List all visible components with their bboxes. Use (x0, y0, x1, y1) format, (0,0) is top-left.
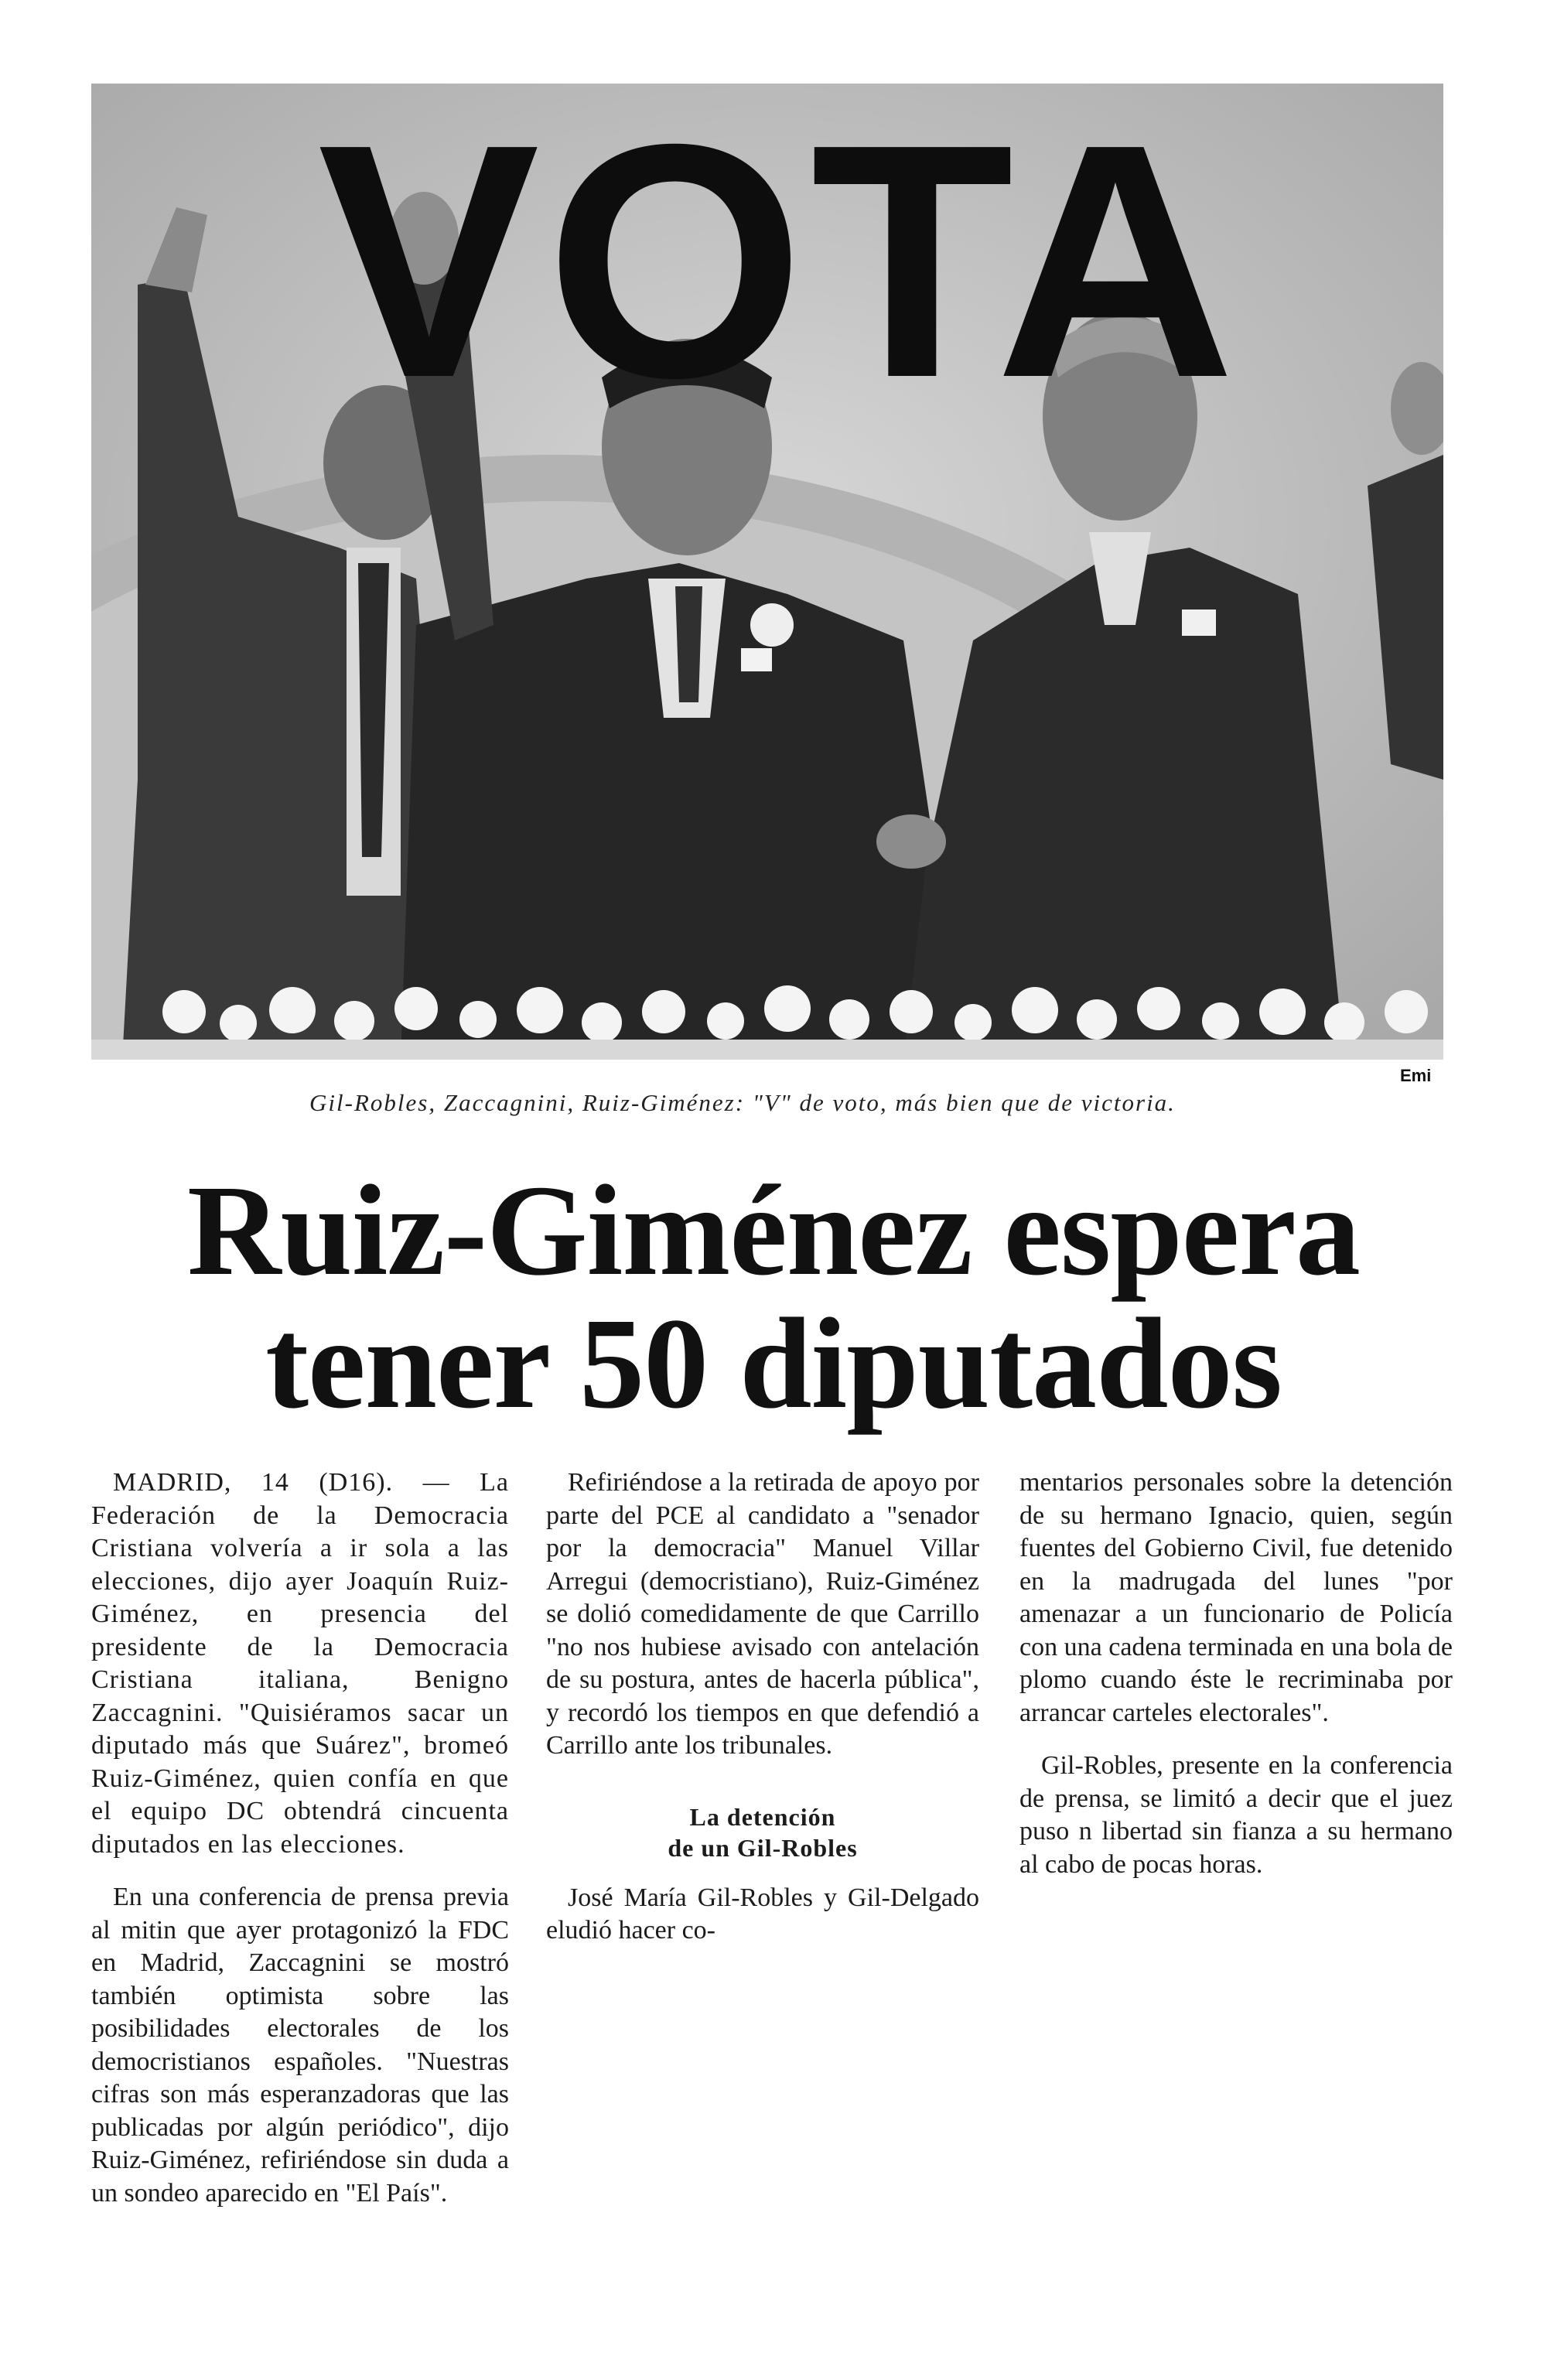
headline-line-1: Ruiz-Giménez espera (187, 1159, 1360, 1303)
subheading-line-2: de un Gil-Robles (668, 1833, 858, 1862)
article-paragraph: José María Gil-Robles y Gil-Delgado eludió hacer co- (546, 1883, 979, 1945)
article-column-3 (1019, 1467, 1453, 1901)
article-paragraph: En una conferencia de prensa previa al mitin que ayer protagonizó la FDC en Madrid, Zaccagnini se mostró también optimista sobre las posibilidades electorales de los democristianos españoles. "Nuestras cifras son más esperanzadoras que las publicadas por algún periódico", dijo Ruiz-Giménez, refiriéndose sin duda a un sondeo aparecido en "El País". (91, 1883, 509, 2208)
article-paragraph: Refiriéndose a la retirada de apoyo por parte del PCE al candidato a "senador por la democracia" Manuel Villar Arregui (democristiano), Ruiz-Giménez se dolió comedidamente de que Carrillo "no nos hubiese avisado con antelación de su postura, antes de hacerla pública", y recordó los tiempos en que defendió a Carrillo ante los tribunales. (546, 1468, 979, 1760)
news-photo (91, 84, 1443, 1060)
vota-sign-text: VOTA (317, 84, 1242, 447)
article-column-1 (91, 1467, 509, 2230)
headline (77, 1159, 1470, 1436)
subheading (546, 1801, 979, 1863)
article-paragraph: MADRID, 14 (D16). — La Federación de la Democracia Cristiana volvería a ir sola a las elecciones, dijo ayer Joaquín Ruiz-Giménez, en presencia del presidente de la Democracia Cristiana italiana, Benigno Zaccagnini. "Quisiéramos sacar un diputado más que Suárez", bromeó Ruiz-Giménez, quien confía en que el equipo DC obtendrá cincuenta diputados en las elecciones. (91, 1468, 509, 1859)
headline-line-2: tener 50 diputados (265, 1292, 1282, 1436)
photo-caption: Gil-Robles, Zaccagnini, Ruiz-Giménez: "V" de voto, más bien que de victoria. (309, 1089, 1176, 1116)
article-paragraph: mentarios personales sobre la detención de su hermano Ignacio, quien, según fuentes del Gobierno Civil, fue detenido en la madrugada del lunes "por amenazar a un funcionario de Policía con una cadena terminada en una bola de plomo cuando éste le recriminaba por arrancar carteles electorales". (1019, 1468, 1453, 1727)
subheading-line-1: La detención (689, 1802, 836, 1831)
photo-credit: Emi (1400, 1066, 1432, 1085)
article-paragraph: Gil-Robles, presente en la conferencia de prensa, se limitó a decir que el juez puso n libertad sin fianza a su hermano al cabo de pocas horas. (1019, 1751, 1453, 1879)
article-column-2 (546, 1467, 979, 1968)
